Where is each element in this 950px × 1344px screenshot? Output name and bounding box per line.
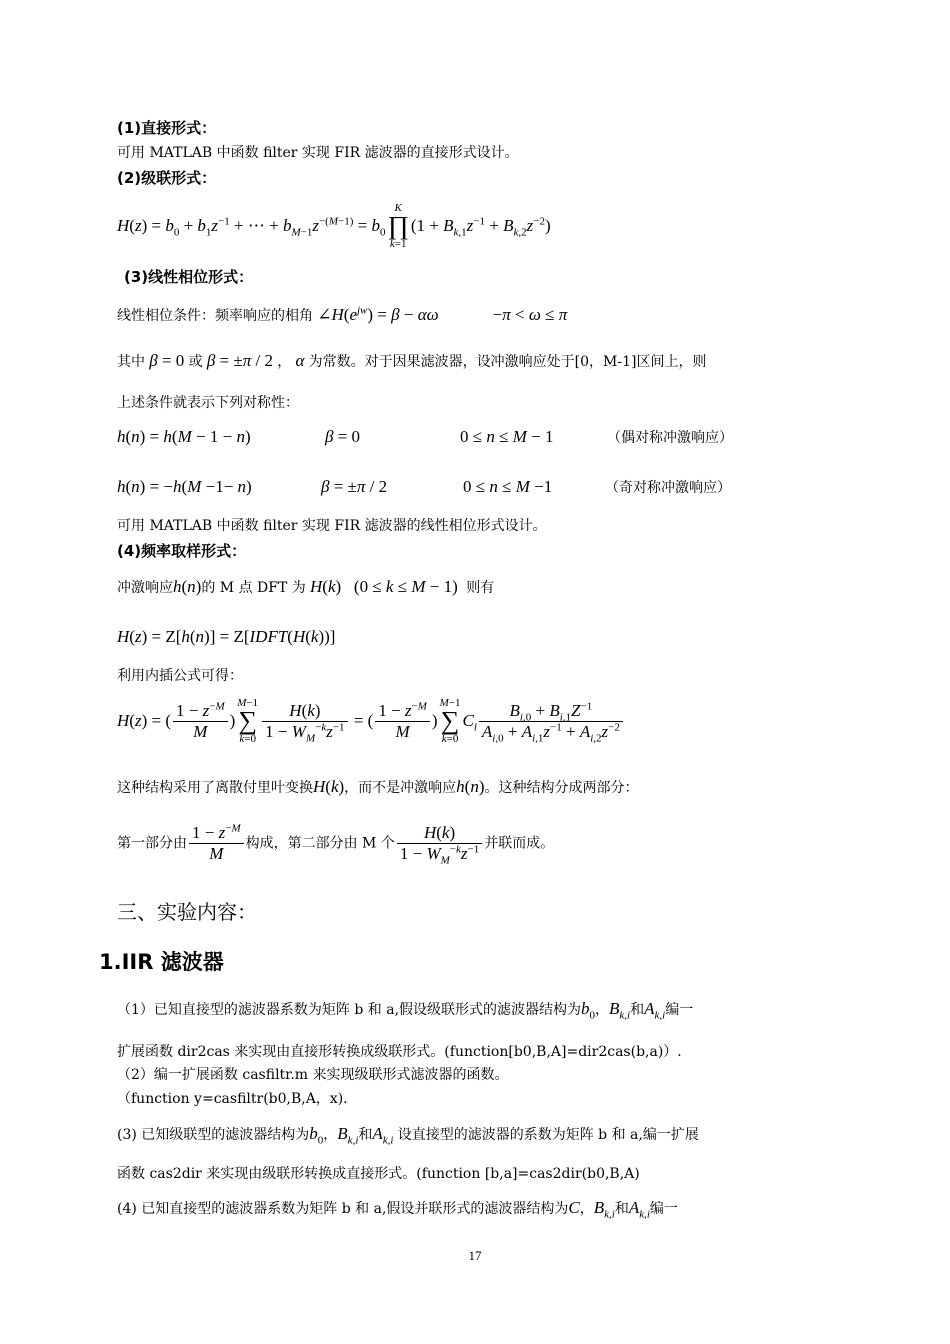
direct-form-description: 可用 MATLAB 中函数 filter 实现 FIR 滤波器的直接形式设计。 (117, 145, 519, 161)
even-symmetry-label: （偶对称冲激响应） (607, 430, 733, 446)
page-number: 17 (468, 1248, 482, 1263)
iir-heading: 1.IIR 滤波器 (99, 950, 224, 974)
odd-symmetry-label: （奇对称冲激响应） (605, 480, 731, 496)
linear-phase-explanation-1: 其中 β = 0 或 β = ±π / 2 ， α 为常数。对于因果滤波器，设冲激响应处于[0，M-1]区间上，则 (117, 351, 707, 370)
frequency-sampling-line: 冲激响应h(n)的 M 点 DFT 为 H(k) (0 ≤ k ≤ M − 1) 则有 (117, 577, 495, 596)
interpolation-intro: 利用内插公式可得： (117, 668, 243, 684)
even-symmetry-row: h(n) = h(M − 1 − n) β = 0 0 ≤ n ≤ M − 1 （偶对称冲激响应） (117, 427, 733, 446)
z-transform-equation: H(z) = Z[h(n)] = Z[IDFT(H(k))] (117, 627, 336, 646)
task-2-line-2: （function y=casfiltr(b0,B,A，x). (117, 1091, 348, 1107)
heading-frequency-sampling: (4)频率取样形式： (117, 542, 247, 560)
heading-direct-form: (1)直接形式： (117, 119, 217, 137)
task-1-line-2: 扩展函数 dir2cas 来实现由直接形转换成级联形式。(function[b0,B,A]=dir2cas(b,a)）. (117, 1044, 682, 1060)
product-operator: K ∏ k=1 (387, 202, 409, 250)
task-3-line-2: 函数 cas2dir 来实现由级联形转换成直接形式。(function [b,a]=cas2dir(b0,B,A) (117, 1166, 640, 1182)
task-2-line-1: （2）编一扩展函数 casfiltr.m 来实现级联形式滤波器的函数。 (117, 1067, 509, 1083)
section-3-heading: 三、实验内容： (117, 900, 257, 924)
linear-phase-description: 可用 MATLAB 中函数 filter 实现 FIR 滤波器的线性相位形式设计。 (117, 518, 547, 534)
odd-symmetry-row: h(n) = −h(M −1− n) β = ±π / 2 0 ≤ n ≤ M −1 （奇对称冲激响应） (117, 477, 731, 496)
linear-phase-explanation-2: 上述条件就表示下列对称性： (117, 395, 299, 411)
heading-linear-phase: (3)线性相位形式： (124, 268, 254, 286)
task-3-line-1: (3) 已知级联型的滤波器结构为$b_0$，$B_{k,i}$和$A_{k,i}$ 设直接型的滤波器的系数为矩阵 b 和 a,编一扩展 (117, 1124, 699, 1147)
linear-phase-condition: 线性相位条件：频率响应的相角 $\angle H(e^{jw}) = \beta - \alpha\omega -\pi < \omega \le \pi$ (117, 304, 568, 324)
lp-condition-prefix: 线性相位条件：频率响应的相角 (117, 308, 313, 324)
task-1-line-1: （1）已知直接型的滤波器系数为矩阵 b 和 a,假设级联形式的滤波器结构为$b_0$，$B_{k,i}$和$A_{k,i}$编一 (117, 999, 694, 1022)
structure-description: 这种结构采用了离散付里叶变换H(k)，而不是冲激响应h(n)。这种结构分成两部分： (117, 777, 639, 796)
interpolation-equation: H(z) = ( $\frac{1 - z^{-M}}{M}$ )M−1 ∑ k=0 $\frac{H(k)}{1 - W_M^{-k}z^{-1}}$ = ( $\frac{1 - z^{-M}}{M}$ )M−1 ∑ $k=0C_l$ $\frac{B_{i,0} + B_{i,1}Z^{-1}}{A_{i,0} + A_{i,1}z^{-1} + A_{i,2}z^{-2}}$ (117, 697, 817, 755)
two-parts-description: 第一部分由 $\frac{1 - z^{-M}}{M}$ 构成，第二部分由 M 个 $\frac{H(k)}{1 - W_M^{-k}z^{-1}}$ 并联而成。 (117, 822, 555, 867)
cascade-form-equation: $H(z) = b_0 + b_1z^{-1}$ + ⋯ + $b_{M-1}z^{-(M-1)} = b_0K$ ∏ $k=1(1 + B_{k,1}z^{-1} + B_{k,2}z^{-2})$ (117, 202, 551, 250)
task-4-line-1: (4) 已知直接型的滤波器系数为矩阵 b 和 a,假设并联形式的滤波器结构为C，$B_{k,i}$和$A_{k,i}$编一 (117, 1198, 678, 1221)
heading-cascade-form: (2)级联形式： (117, 169, 217, 187)
